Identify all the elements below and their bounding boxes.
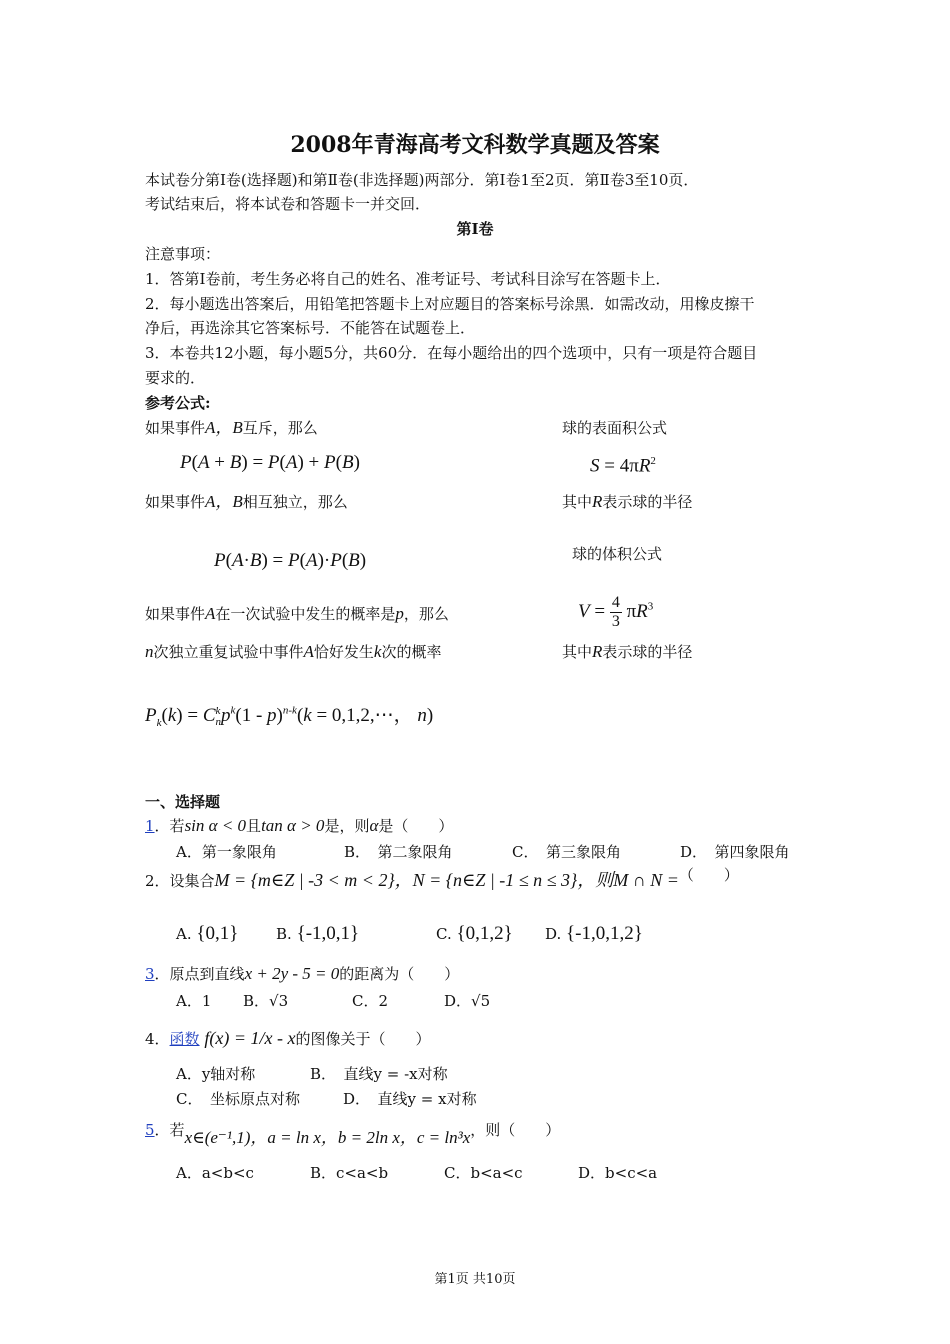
q4-stem <box>145 1028 430 1049</box>
bern-formula-p: P <box>145 705 157 726</box>
mutex-line <box>145 418 318 438</box>
note-3a: 3．本卷共12小题，每小题5分，共60分．在每小题给出的四个选项中，只有一项是符合题目 <box>145 344 758 362</box>
radius-note-1 <box>562 492 692 512</box>
q3-stem-a: ．原点到直线 <box>154 965 245 983</box>
sphere-area-formula: $S = 4\pi R^2$ <box>590 455 656 477</box>
q2-option-d <box>545 924 643 944</box>
indep-post: 相互独立，那么 <box>242 493 348 511</box>
q5-math: x∈(e⁻¹,1)，a = ln x，b = 2ln x，c = ln³x <box>184 1128 471 1147</box>
q3-stem-b: 的距离为（ ） <box>339 965 460 983</box>
formulas-heading: 参考公式: <box>145 394 211 412</box>
intro-line-2: 考试结束后，将本试卷和答题卡一并交回． <box>145 195 431 213</box>
radius-note-2 <box>562 642 692 662</box>
bern-k: k <box>373 642 382 661</box>
q2-math: M = {m∈Z | -3 < m < 2}，N = {n∈Z | -1 ≤ n ≤ 3}，则M ∩ N = <box>214 870 679 890</box>
q5-stem-b: ，则（ ） <box>470 1121 561 1139</box>
q2-d-label: D. <box>545 925 562 943</box>
q1-option-a: A．第一象限角 <box>176 843 277 861</box>
sphere-vol-label: 球的体积公式 <box>572 545 663 563</box>
q3-option-a: A．1 <box>176 992 212 1010</box>
q2-stem <box>145 866 739 891</box>
q5-stem-a: ．若 <box>154 1121 185 1139</box>
bern-n: n <box>145 642 154 661</box>
mutex-vars: A，B <box>205 418 243 437</box>
section-heading: 第Ⅰ卷 <box>456 220 494 238</box>
q1-stem-d: 是（ ） <box>378 817 454 835</box>
q5-option-c: C．b<a<c <box>444 1164 523 1182</box>
prob-p: p <box>395 604 404 623</box>
choice-heading: 一、选择题 <box>145 793 221 811</box>
mutex-formula: P(A + B) = P(A) + P(B) <box>180 452 360 473</box>
q3-option-b: B．√3 <box>243 992 289 1010</box>
indep-line <box>145 492 348 512</box>
radius2-pre: 其中 <box>562 643 593 661</box>
q1-math-3: α <box>369 816 379 835</box>
q3-number-link[interactable]: 3 <box>145 965 155 983</box>
q3-stem <box>145 964 459 984</box>
sphere-vol-formula: V = $\frac{4}{3}$ $\pi R^3$ <box>578 594 654 630</box>
q4-stem-b: 的图像关于（ ） <box>295 1030 431 1048</box>
q2-a-label: A. <box>176 925 192 943</box>
bern-formula: $P_k(k) = C$ k n $p^k(1 - p)^{n-k}(k$ = 0,1,2,⋯， n) <box>145 704 434 729</box>
q1-stem-a: ．若 <box>154 817 185 835</box>
q4-option-b: B． 直线y = -x对称 <box>310 1065 448 1083</box>
note-2b: 净后，再选涂其它答案标号．不能答在试题卷上． <box>145 319 476 337</box>
q2-b-label: B. <box>276 925 292 943</box>
q5-option-b: B．c<a<b <box>310 1164 389 1182</box>
q1-stem-b: 且 <box>246 817 262 835</box>
page-title: 2008年青海高考文科数学真题及答案 <box>290 132 660 158</box>
q2-option-a <box>176 924 238 944</box>
prob-post: ，那么 <box>403 605 449 623</box>
mutex-post: 互斥，那么 <box>242 419 318 437</box>
q2-a-value: {0,1} <box>196 923 239 944</box>
q4-number: 4． <box>145 1030 170 1048</box>
q4-function-link[interactable]: 函数 <box>169 1030 200 1048</box>
radius2-post: 表示球的半径 <box>602 643 693 661</box>
radius-pre: 其中 <box>562 493 593 511</box>
note-3b: 要求的． <box>145 369 206 387</box>
radius-var: R <box>592 492 603 511</box>
prob-pre: 如果事件 <box>145 605 206 623</box>
q5-option-a: A．a<b<c <box>176 1164 254 1182</box>
q1-stem <box>145 816 453 836</box>
prob-line <box>145 604 449 624</box>
sphere-area-label: 球的表面积公式 <box>562 419 668 437</box>
q1-number-link[interactable]: 1 <box>145 817 155 835</box>
q1-option-c: C． 第三象限角 <box>512 843 621 861</box>
q2-option-c <box>436 924 513 944</box>
bern-mid2: 恰好发生 <box>313 643 374 661</box>
bern-mid: 次独立重复试验中事件 <box>153 643 304 661</box>
indep-pre: 如果事件 <box>145 493 206 511</box>
q5-option-d: D．b<c<a <box>578 1164 658 1182</box>
intro-line-1: 本试卷分第Ⅰ卷(选择题)和第Ⅱ卷(非选择题)两部分．第Ⅰ卷1至2页．第Ⅱ卷3至10页． <box>145 171 699 189</box>
bern-post: 次的概率 <box>381 643 442 661</box>
q5-number-link[interactable]: 5 <box>145 1121 155 1139</box>
bern-A: A <box>303 642 314 661</box>
q4-option-a: A．y轴对称 <box>176 1065 256 1083</box>
q5-stem <box>145 1120 561 1147</box>
q3-option-d: D．√5 <box>444 992 491 1010</box>
q1-option-b: B． 第二象限角 <box>344 843 453 861</box>
q2-option-b <box>276 924 359 944</box>
q3-option-c: C．2 <box>352 992 389 1010</box>
indep-formula: P(A·B) = P(A)·P(B) <box>214 550 367 571</box>
q3-math: x + 2y - 5 = 0 <box>244 964 340 983</box>
q2-c-label: C. <box>436 925 452 943</box>
mutex-pre: 如果事件 <box>145 419 206 437</box>
notes-heading: 注意事项： <box>145 245 221 263</box>
q2-stem-b: （ ） <box>678 866 739 884</box>
q4-option-d: D． 直线y = x对称 <box>343 1090 477 1108</box>
q4-option-c: C． 坐标原点对称 <box>176 1090 300 1108</box>
note-1: 1．答第Ⅰ卷前，考生务必将自己的姓名、准考证号、考试科目涂写在答题卡上． <box>145 270 671 288</box>
q2-d-value: {-1,0,1,2} <box>566 923 643 944</box>
note-2a: 2．每小题选出答案后，用铅笔把答题卡上对应题目的答案标号涂黑．如需改动，用橡皮擦干 <box>145 295 755 313</box>
indep-vars: A，B <box>205 492 243 511</box>
bern-line <box>145 642 441 662</box>
q1-stem-c: 是，则 <box>324 817 370 835</box>
q2-c-value: {0,1,2} <box>456 923 513 944</box>
q1-math-2: tan α > 0 <box>261 816 325 835</box>
prob-mid: 在一次试验中发生的概率是 <box>215 605 396 623</box>
q4-math: f(x) = 1/x - x <box>204 1028 296 1048</box>
q2-b-value: {-1,0,1} <box>296 923 360 944</box>
q1-math-1: sin α < 0 <box>184 816 247 835</box>
radius-post: 表示球的半径 <box>602 493 693 511</box>
q2-stem-a: 2．设集合 <box>145 872 215 890</box>
radius2-var: R <box>592 642 603 661</box>
page-footer: 第1页 共10页 <box>434 1272 516 1287</box>
q1-option-d: D． 第四象限角 <box>680 843 790 861</box>
prob-var: A <box>205 604 216 623</box>
